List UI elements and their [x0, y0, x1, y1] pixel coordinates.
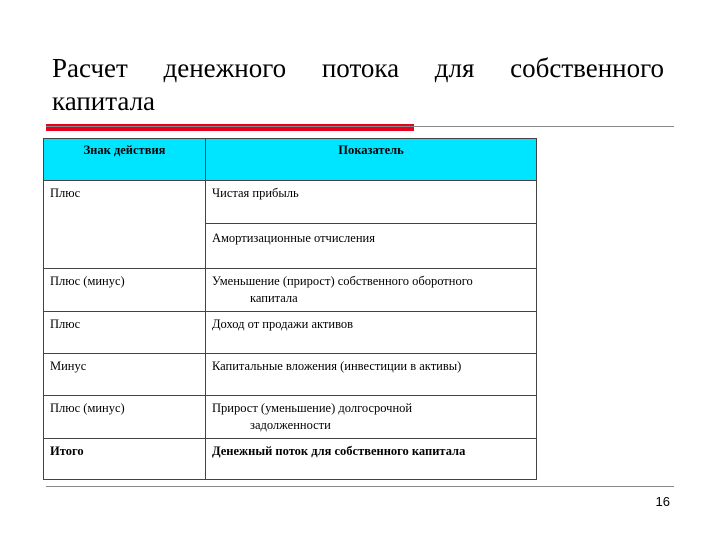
cell-indicator-line: Уменьшение (прирост) собственного оборотного: [212, 274, 473, 288]
header-indicator: Показатель: [206, 139, 537, 181]
top-divider: [46, 126, 674, 127]
table-row: [44, 269, 537, 312]
cell-indicator-line: капитала: [250, 291, 298, 305]
cell-sign: Итого: [44, 439, 206, 480]
cell-sign: Плюс: [44, 312, 206, 354]
slide-title: [52, 52, 664, 118]
cell-sign: Минус: [44, 354, 206, 396]
table-header-row: [44, 139, 537, 181]
table-row: [44, 396, 537, 439]
cell-indicator: [206, 396, 537, 439]
table-total-row: [44, 439, 537, 480]
title-line-1: [52, 52, 664, 85]
cash-flow-table: [43, 138, 537, 480]
table-row: [44, 224, 537, 269]
table-row: [44, 181, 537, 224]
cell-indicator: Капитальные вложения (инвестиции в активы): [206, 354, 537, 396]
bottom-divider: [46, 486, 674, 487]
title-word: денежного: [163, 53, 287, 83]
cell-sign: Плюс: [44, 181, 206, 224]
cell-sign: [44, 224, 206, 269]
cell-sign: Плюс (минус): [44, 396, 206, 439]
title-word: Расчет: [52, 53, 128, 83]
table-row: [44, 354, 537, 396]
cell-indicator-line: Прирост (уменьшение) долгосрочной: [212, 401, 413, 415]
cell-sign: Плюс (минус): [44, 269, 206, 312]
cell-indicator-line: задолженности: [250, 418, 331, 432]
title-word: потока: [321, 53, 400, 83]
title-line-2: капитала: [52, 86, 156, 116]
title-word: собственного: [510, 53, 664, 83]
page-number: 16: [655, 494, 670, 509]
title-word: для: [434, 53, 475, 83]
cell-indicator: Денежный поток для собственного капитала: [206, 439, 537, 480]
table-row: [44, 312, 537, 354]
cell-indicator: Чистая прибыль: [206, 181, 537, 224]
cell-indicator: Амортизационные отчисления: [206, 224, 537, 269]
cell-indicator: Доход от продажи активов: [206, 312, 537, 354]
cell-indicator: [206, 269, 537, 312]
header-sign: Знак действия: [44, 139, 206, 181]
